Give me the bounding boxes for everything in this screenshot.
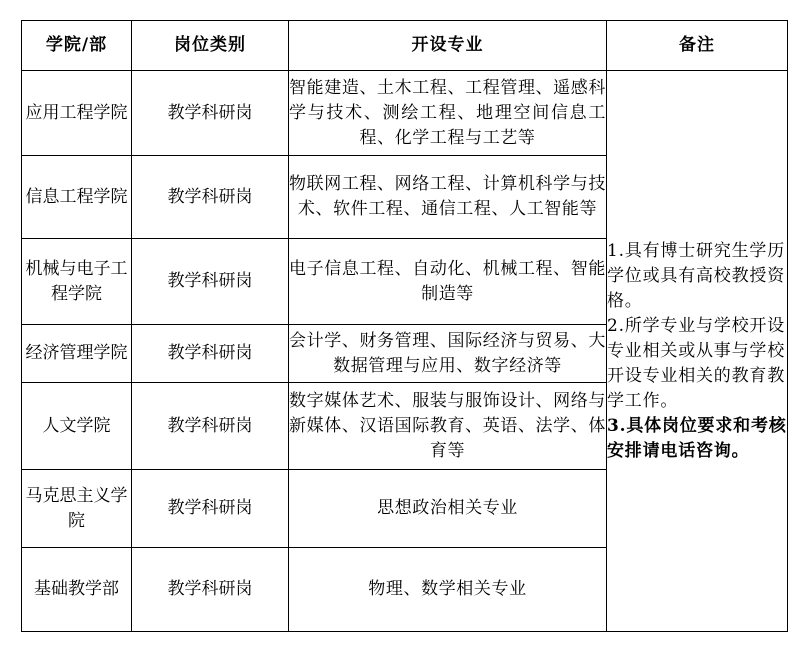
header-notes: 备注 xyxy=(607,21,788,71)
header-majors: 开设专业 xyxy=(289,21,607,71)
majors-cell: 数字媒体艺术、服装与服饰设计、网络与新媒体、汉语国际教育、英语、法学、体育等 xyxy=(289,383,607,470)
majors-cell: 电子信息工程、自动化、机械工程、智能制造等 xyxy=(289,239,607,325)
majors-cell: 智能建造、土木工程、工程管理、遥感科学与技术、测绘工程、地理空间信息工程、化学工程与工艺等 xyxy=(289,71,607,156)
category-cell: 教学科研岗 xyxy=(132,548,289,632)
category-cell: 教学科研岗 xyxy=(132,239,289,325)
majors-cell: 会计学、财务管理、国际经济与贸易、大数据管理与应用、数字经济等 xyxy=(289,325,607,383)
majors-cell: 思想政治相关专业 xyxy=(289,470,607,548)
note-item: 1.具有博士研究生学历学位或具有高校教授资格。 xyxy=(607,240,786,311)
college-cell: 应用工程学院 xyxy=(22,71,132,156)
category-cell: 教学科研岗 xyxy=(132,156,289,239)
header-category: 岗位类别 xyxy=(132,21,289,71)
category-cell: 教学科研岗 xyxy=(132,470,289,548)
category-cell: 教学科研岗 xyxy=(132,325,289,383)
category-cell: 教学科研岗 xyxy=(132,71,289,156)
note-item: 2.所学专业与学校开设专业相关或从事与学校开设专业相关的教育教学工作。 xyxy=(607,315,786,411)
header-row xyxy=(22,21,788,71)
recruitment-table xyxy=(21,20,788,632)
category-cell: 教学科研岗 xyxy=(132,383,289,470)
college-cell: 经济管理学院 xyxy=(22,325,132,383)
majors-cell: 物理、数学相关专业 xyxy=(289,548,607,632)
college-cell: 基础教学部 xyxy=(22,548,132,632)
college-cell: 机械与电子工程学院 xyxy=(22,239,132,325)
notes-cell xyxy=(607,71,788,632)
college-cell: 信息工程学院 xyxy=(22,156,132,239)
college-cell: 马克思主义学院 xyxy=(22,470,132,548)
note-item-emphasis: 3.具体岗位要求和考核安排请电话咨询。 xyxy=(607,415,787,461)
header-college: 学院/部 xyxy=(22,21,132,71)
table-row xyxy=(22,71,788,156)
majors-cell: 物联网工程、网络工程、计算机科学与技术、软件工程、通信工程、人工智能等 xyxy=(289,156,607,239)
college-cell: 人文学院 xyxy=(22,383,132,470)
